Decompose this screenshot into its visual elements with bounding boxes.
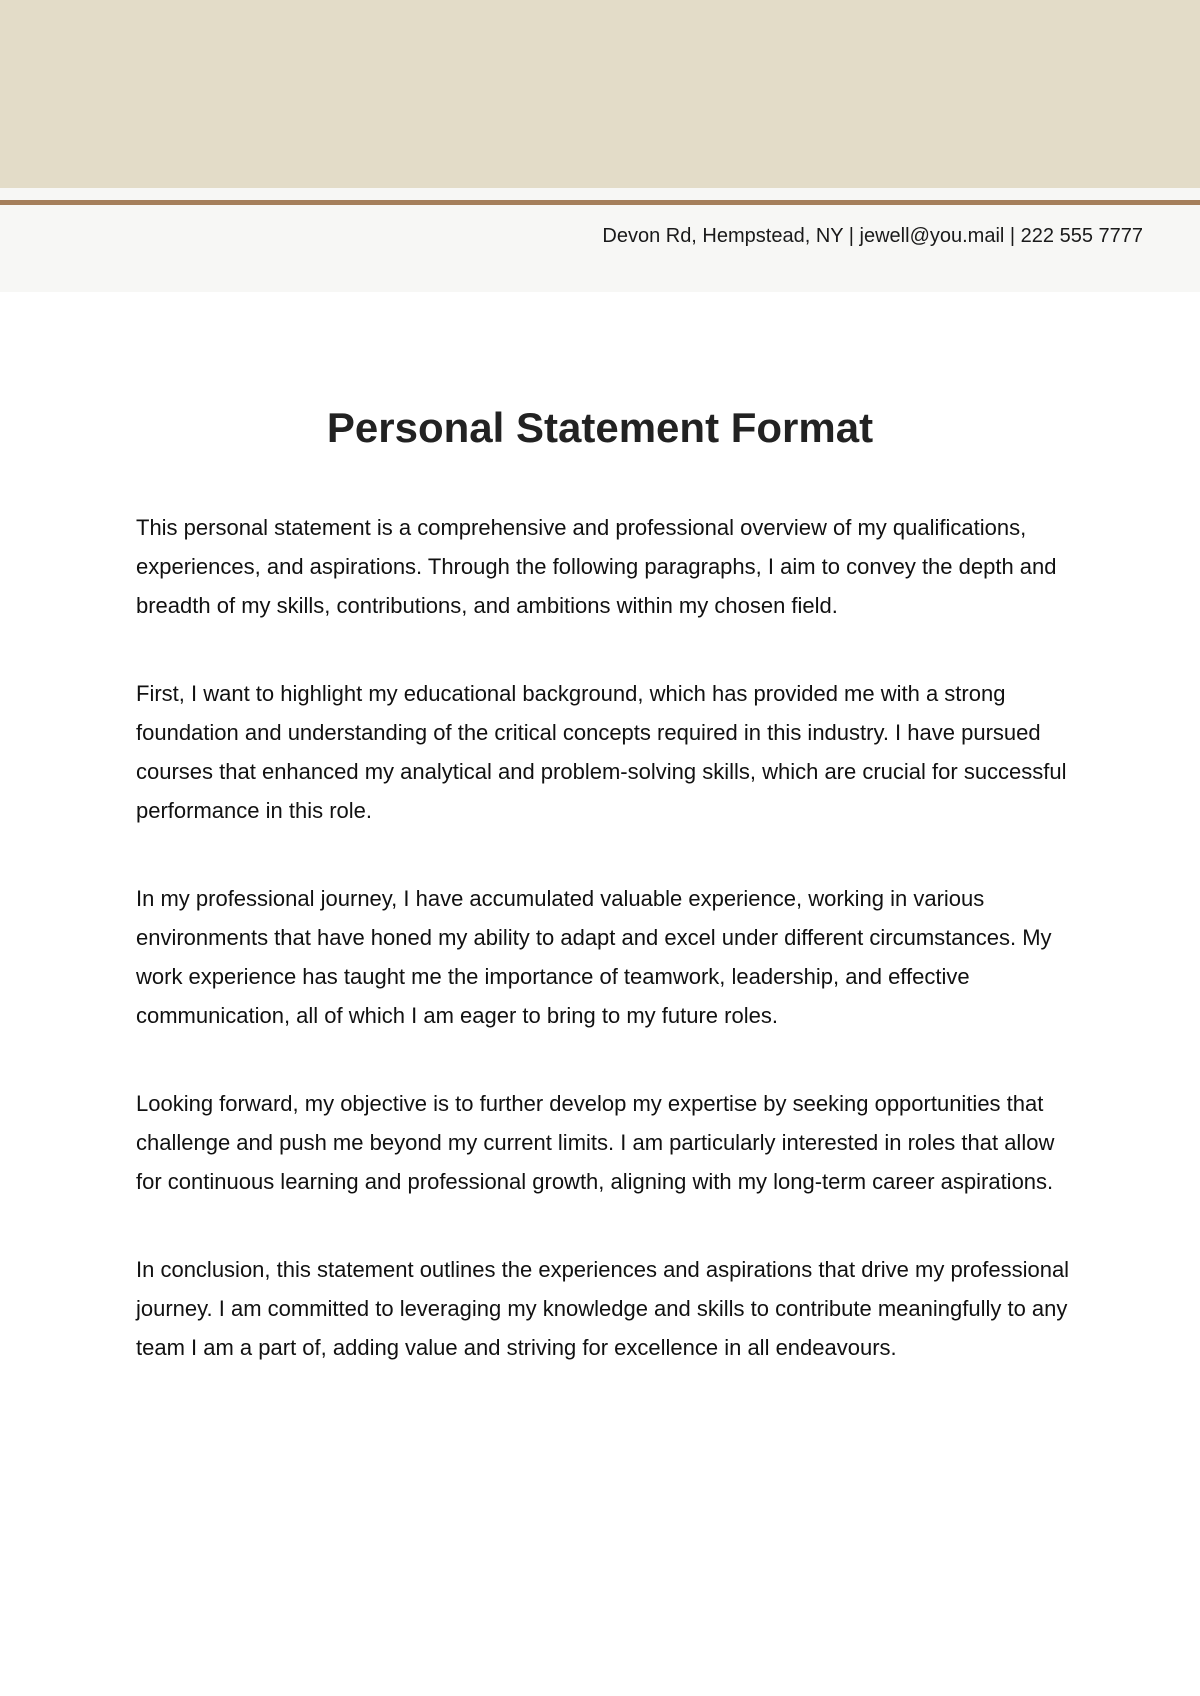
header-band: [0, 0, 1200, 188]
document-title: Personal Statement Format: [326, 404, 874, 451]
contact-info: Devon Rd, Hempstead, NY | jewell@you.mail | 222 555 7777: [602, 225, 1143, 247]
contact-band: [0, 205, 1200, 292]
paragraph-education: First, I want to highlight my educational background, which has provided me with a strong foundation and understanding of the critical concepts required in this industry. I have pursued courses that enhanced my analytical and problem-solving skills, which are crucial for successful performance in this role.: [136, 681, 1067, 823]
paragraph-conclusion: In conclusion, this statement outlines the experiences and aspirations that drive my professional journey. I am committed to leveraging my knowledge and skills to contribute meaningfully to any team I am a part of, adding value and striving for excellence in all endeavours.: [136, 1257, 1070, 1360]
header-gap: [0, 188, 1200, 200]
document-body: [136, 508, 1076, 1416]
paragraph-intro: This personal statement is a comprehensive and professional overview of my qualifications, experiences, and aspirations. Through the following paragraphs, I aim to convey the depth and breadth of my skills, contributions, and ambitions within my chosen field.: [136, 515, 1057, 618]
paragraph-objective: Looking forward, my objective is to further develop my expertise by seeking opportunities that challenge and push me beyond my current limits. I am particularly interested in roles that allow for continuous learning and professional growth, aligning with my long-term career aspirations.: [136, 1091, 1055, 1194]
paragraph-experience: In my professional journey, I have accumulated valuable experience, working in various environments that have honed my ability to adapt and excel under different circumstances. My work experience has taught me the importance of teamwork, leadership, and effective communication, all of which I am eager to bring to my future roles.: [136, 886, 1052, 1028]
